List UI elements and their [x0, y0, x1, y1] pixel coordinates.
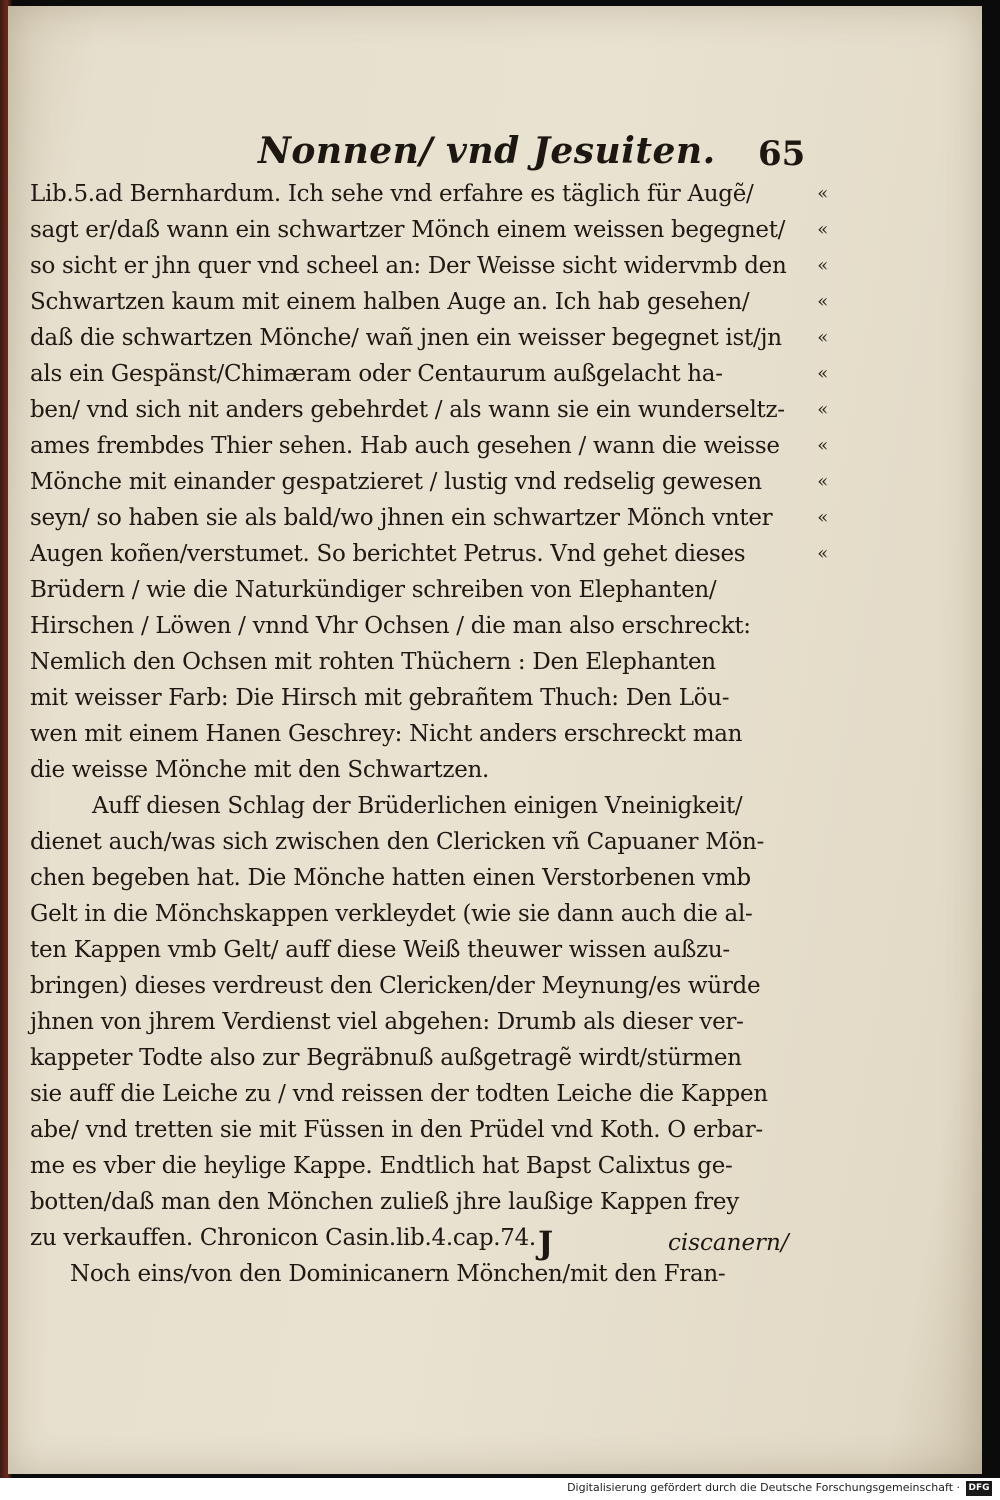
signature-mark: J: [538, 1224, 554, 1262]
text-line: abe/ vnd tretten sie mit Füssen in den Prüdel vnd Koth. O erbar-: [30, 1117, 763, 1143]
quote-mark-icon: «: [817, 183, 828, 204]
text-line: zu verkauffen. Chronicon Casin.lib.4.cap.74.: [30, 1225, 536, 1251]
text-line: me es vber die heylige Kappe. Endtlich hat Bapst Calixtus ge-: [30, 1153, 733, 1179]
text-line: sagt er/daß wann ein schwartzer Mönch einem weissen begegnet/ «: [30, 212, 820, 248]
body-text: [30, 176, 828, 1292]
text-line: botten/daß man den Mönchen zuließ jhre laußige Kappen frey: [30, 1189, 739, 1215]
text-line: ben/ vnd sich nit anders gebehrdet / als wann sie ein wunderseltz- «: [30, 392, 820, 428]
quote-mark-icon: «: [817, 219, 828, 240]
footer-credit: Digitalisierung gefördert durch die Deutsche Forschungsgemeinschaft ·: [567, 1481, 960, 1494]
text-line: sie auff die Leiche zu / vnd reissen der todten Leiche die Kappen: [30, 1081, 768, 1107]
text-line: als ein Gespänst/Chimæram oder Centaurum außgelacht ha- «: [30, 356, 820, 392]
quote-mark-icon: «: [817, 363, 828, 384]
quote-mark-icon: «: [817, 471, 828, 492]
text-line: seyn/ so haben sie als bald/wo jhnen ein schwartzer Mönch vnter «: [30, 500, 820, 536]
quote-mark-icon: «: [817, 291, 828, 312]
quote-mark-icon: «: [817, 507, 828, 528]
text-line: mit weisser Farb: Die Hirsch mit gebrañtem Thuch: Den Löu-: [30, 685, 730, 711]
text-line: kappeter Todte also zur Begräbnuß außgetragẽ wirdt/stürmen: [30, 1045, 742, 1071]
book-page: [8, 6, 982, 1474]
dfg-logo-icon: DFG: [966, 1481, 992, 1496]
quote-mark-icon: «: [817, 543, 828, 564]
catchword: ciscanern/: [668, 1230, 789, 1256]
text-line: Nemlich den Ochsen mit rohten Thüchern : Den Elephanten: [30, 649, 716, 675]
text-line: Brüdern / wie die Naturkündiger schreiben von Elephanten/: [30, 577, 717, 603]
text-line: Lib.5.ad Bernhardum. Ich sehe vnd erfahre es täglich für Augẽ/ «: [30, 176, 820, 212]
text-line: Schwartzen kaum mit einem halben Auge an. Ich hab gesehen/ «: [30, 284, 820, 320]
text-line: chen begeben hat. Die Mönche hatten einen Verstorbenen vmb: [30, 865, 751, 891]
text-line: Augen koñen/verstumet. So berichtet Petrus. Vnd gehet dieses «: [30, 536, 820, 572]
text-line: jhnen von jhrem Verdienst viel abgehen: Drumb als dieser ver-: [30, 1009, 744, 1035]
page-header: [68, 124, 948, 180]
text-line: dienet auch/was sich zwischen den Clericken vñ Capuaner Mön-: [30, 829, 765, 855]
text-line-paragraph-start: Auff diesen Schlag der Brüderlichen einigen Vneinigkeit/: [92, 793, 743, 819]
text-line: so sicht er jhn quer vnd scheel an: Der Weisse sicht widervmb den «: [30, 248, 820, 284]
text-line: ames frembdes Thier sehen. Hab auch gesehen / wann die weisse «: [30, 428, 820, 464]
text-line: Gelt in die Mönchskappen verkleydet (wie sie dann auch die al-: [30, 901, 753, 927]
running-title: Nonnen/ vnd Jesuiten.: [258, 130, 716, 172]
text-line: Hirschen / Löwen / vnnd Vhr Ochsen / die man also erschreckt:: [30, 613, 751, 639]
quote-mark-icon: «: [817, 435, 828, 456]
text-line: wen mit einem Hanen Geschrey: Nicht anders erschreckt man: [30, 721, 743, 747]
text-line: bringen) dieses verdreust den Clericken/der Meynung/es würde: [30, 973, 761, 999]
page-number: 65: [758, 134, 806, 174]
quote-mark-icon: «: [817, 399, 828, 420]
text-line: daß die schwartzen Mönche/ wañ jnen ein weisser begegnet ist/jn «: [30, 320, 820, 356]
quote-mark-icon: «: [817, 327, 828, 348]
text-line: Mönche mit einander gespatzieret / lustig vnd redselig gewesen «: [30, 464, 820, 500]
footer-bar: [0, 1478, 1000, 1500]
text-line: ten Kappen vmb Gelt/ auff diese Weiß theuwer wissen außzu-: [30, 937, 730, 963]
text-line-heading: Noch eins/von den Dominicanern Mönchen/mit den Fran-: [70, 1261, 726, 1287]
text-line: die weisse Mönche mit den Schwartzen.: [30, 757, 490, 783]
quote-mark-icon: «: [817, 255, 828, 276]
